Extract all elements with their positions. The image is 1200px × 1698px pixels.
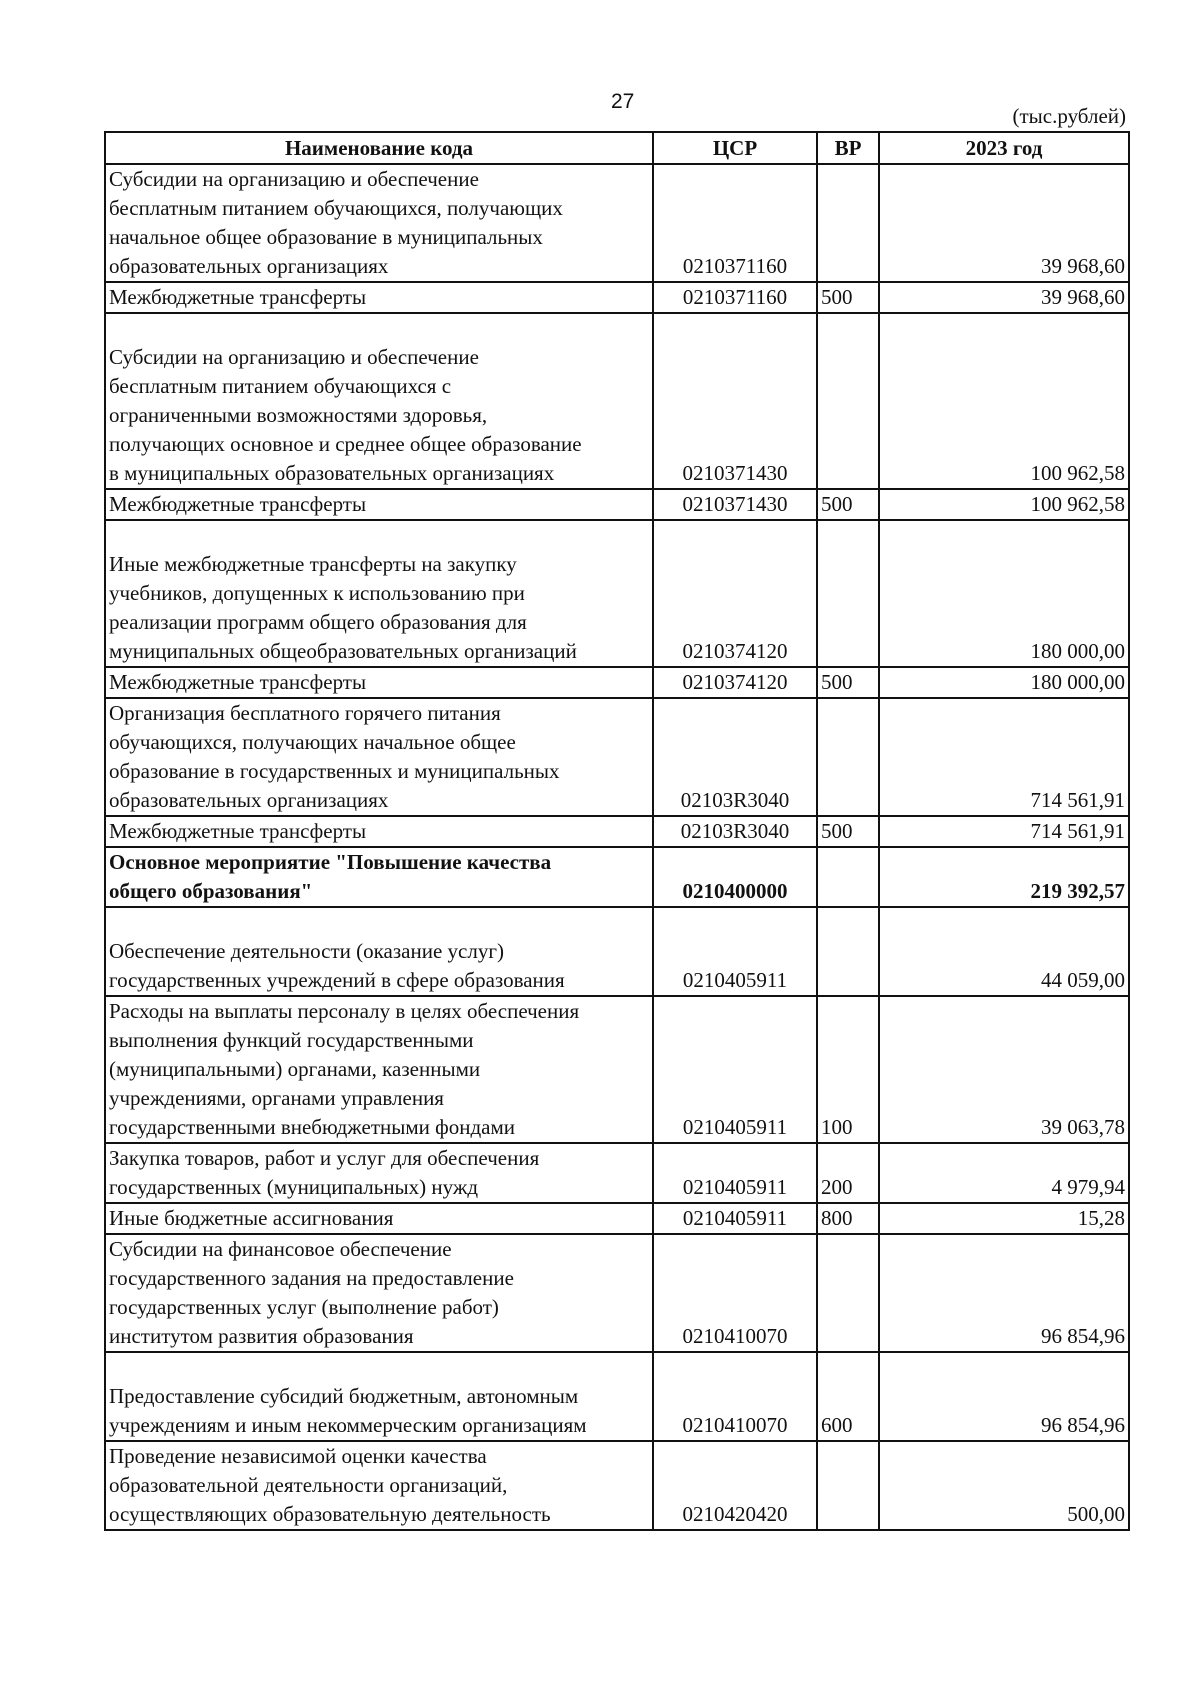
table-row — [105, 1441, 1129, 1530]
table-row — [105, 1234, 1129, 1352]
cell-vr: 100 — [817, 996, 879, 1143]
cell-name: Закупка товаров, работ и услуг для обеспечения государственных (муниципальных) нужд — [105, 1143, 653, 1203]
cell-amount: 44 059,00 — [879, 907, 1129, 996]
cell-csr: 02103R3040 — [653, 698, 817, 816]
table-row — [105, 667, 1129, 698]
cell-vr: 500 — [817, 489, 879, 520]
table-row — [105, 698, 1129, 816]
cell-csr: 0210371160 — [653, 164, 817, 282]
cell-amount: 39 968,60 — [879, 164, 1129, 282]
table-row — [105, 996, 1129, 1143]
table-row — [105, 816, 1129, 847]
cell-name: Основное мероприятие "Повышение качества общего образования" — [105, 847, 653, 907]
cell-amount: 500,00 — [879, 1441, 1129, 1530]
cell-name: Межбюджетные трансферты — [105, 282, 653, 313]
cell-name: Межбюджетные трансферты — [105, 489, 653, 520]
cell-csr: 0210374120 — [653, 667, 817, 698]
cell-name: Иные межбюджетные трансферты на закупку учебников, допущенных к использованию при реализации программ общего образования для муниципальных общеобразовательных организаций — [105, 520, 653, 667]
table-row — [105, 282, 1129, 313]
cell-vr — [817, 313, 879, 489]
cell-amount: 39 968,60 — [879, 282, 1129, 313]
cell-vr — [817, 847, 879, 907]
cell-name: Субсидии на организацию и обеспечение бесплатным питанием обучающихся с ограниченными возможностями здоровья, получающих основное и среднее общее образование в муниципальных образовательных организациях — [105, 313, 653, 489]
cell-vr — [817, 164, 879, 282]
cell-vr: 800 — [817, 1203, 879, 1234]
cell-csr: 0210410070 — [653, 1352, 817, 1441]
cell-csr: 0210371430 — [653, 313, 817, 489]
cell-csr: 0210405911 — [653, 1203, 817, 1234]
table-row — [105, 520, 1129, 667]
cell-amount: 180 000,00 — [879, 667, 1129, 698]
cell-csr: 0210420420 — [653, 1441, 817, 1530]
page-number: 27 — [611, 90, 635, 113]
table-header-row — [105, 132, 1129, 164]
cell-vr — [817, 1234, 879, 1352]
cell-amount: 219 392,57 — [879, 847, 1129, 907]
cell-name: Проведение независимой оценки качества образовательной деятельности организаций, осуществляющих образовательную деятельность — [105, 1441, 653, 1530]
cell-vr: 200 — [817, 1143, 879, 1203]
cell-csr: 0210371160 — [653, 282, 817, 313]
header-name: Наименование кода — [105, 132, 653, 164]
cell-csr: 0210400000 — [653, 847, 817, 907]
cell-amount: 39 063,78 — [879, 996, 1129, 1143]
table-body — [105, 164, 1129, 1530]
cell-csr: 0210371430 — [653, 489, 817, 520]
cell-name: Иные бюджетные ассигнования — [105, 1203, 653, 1234]
cell-amount: 100 962,58 — [879, 489, 1129, 520]
table-row — [105, 1203, 1129, 1234]
cell-vr: 500 — [817, 282, 879, 313]
cell-vr — [817, 520, 879, 667]
cell-csr: 0210410070 — [653, 1234, 817, 1352]
cell-name: Обеспечение деятельности (оказание услуг) государственных учреждений в сфере образования — [105, 907, 653, 996]
cell-amount: 714 561,91 — [879, 816, 1129, 847]
table-row — [105, 313, 1129, 489]
cell-vr — [817, 1441, 879, 1530]
cell-name: Субсидии на организацию и обеспечение бесплатным питанием обучающихся, получающих начальное общее образование в муниципальных образовательных организациях — [105, 164, 653, 282]
cell-amount: 4 979,94 — [879, 1143, 1129, 1203]
cell-csr: 0210405911 — [653, 907, 817, 996]
cell-vr — [817, 698, 879, 816]
cell-name: Межбюджетные трансферты — [105, 667, 653, 698]
cell-amount: 714 561,91 — [879, 698, 1129, 816]
budget-table — [104, 131, 1130, 1531]
table-row — [105, 1143, 1129, 1203]
table-row — [105, 164, 1129, 282]
cell-amount: 15,28 — [879, 1203, 1129, 1234]
cell-vr: 500 — [817, 667, 879, 698]
cell-amount: 180 000,00 — [879, 520, 1129, 667]
cell-amount: 96 854,96 — [879, 1352, 1129, 1441]
cell-vr: 500 — [817, 816, 879, 847]
cell-vr: 600 — [817, 1352, 879, 1441]
cell-name: Межбюджетные трансферты — [105, 816, 653, 847]
cell-amount: 100 962,58 — [879, 313, 1129, 489]
header-csr: ЦСР — [653, 132, 817, 164]
header-amount: 2023 год — [879, 132, 1129, 164]
table-row — [105, 1352, 1129, 1441]
cell-vr — [817, 907, 879, 996]
table-row — [105, 847, 1129, 907]
cell-name: Субсидии на финансовое обеспечение государственного задания на предоставление государственных услуг (выполнение работ) институтом развития образования — [105, 1234, 653, 1352]
cell-csr: 0210405911 — [653, 1143, 817, 1203]
cell-csr: 0210374120 — [653, 520, 817, 667]
cell-name: Предоставление субсидий бюджетным, автономным учреждениям и иным некоммерческим организациям — [105, 1352, 653, 1441]
cell-csr: 02103R3040 — [653, 816, 817, 847]
unit-label: (тыс.рублей) — [1012, 104, 1126, 128]
cell-name: Расходы на выплаты персоналу в целях обеспечения выполнения функций государственными (муниципальными) органами, казенными учреждениями, органами управления государственными внебюджетными фондами — [105, 996, 653, 1143]
header-vr: ВР — [817, 132, 879, 164]
table-row — [105, 489, 1129, 520]
table-row — [105, 907, 1129, 996]
cell-name: Организация бесплатного горячего питания обучающихся, получающих начальное общее образование в государственных и муниципальных образовательных организациях — [105, 698, 653, 816]
cell-amount: 96 854,96 — [879, 1234, 1129, 1352]
cell-csr: 0210405911 — [653, 996, 817, 1143]
